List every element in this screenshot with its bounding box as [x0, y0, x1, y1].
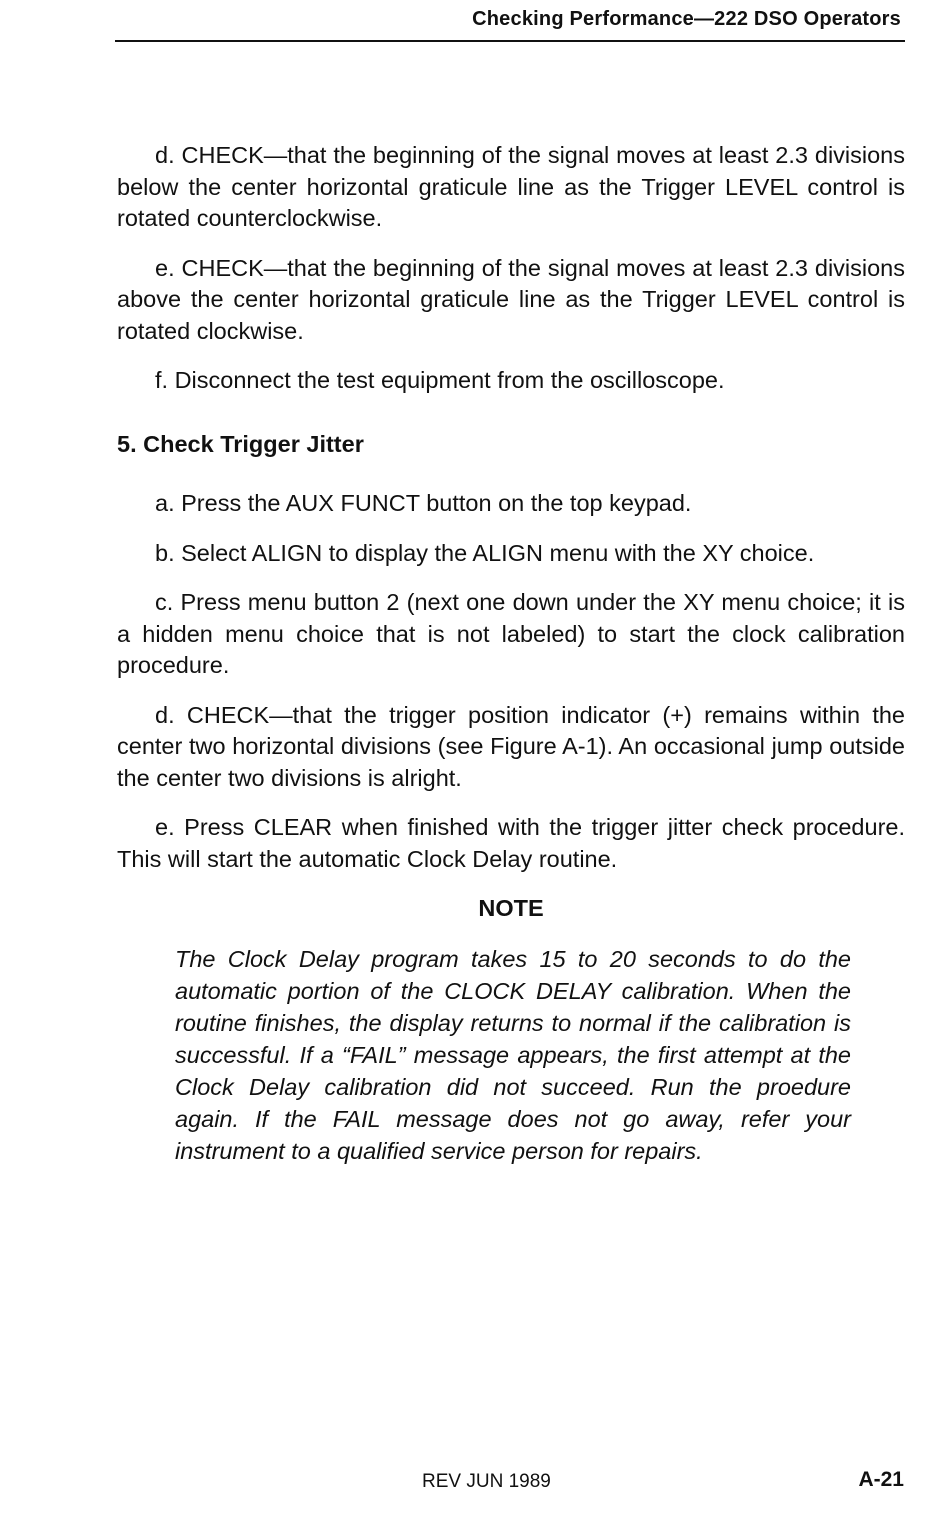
step-d-trigger-level-ccw: d. CHECK—that the beginning of the signal moves at least 2.3 divisions below the center horizontal graticule line as the Trigger LEVEL control is rotated counterclockwise. — [117, 142, 905, 231]
step-f-disconnect: f. Disconnect the test equipment from the oscilloscope. — [155, 367, 725, 393]
jitter-step-c: c. Press menu button 2 (next one down under the XY menu choice; it is a hidden menu choice that is not labeled) to start the clock calibration procedure. — [117, 589, 905, 678]
jitter-step-a: a. Press the AUX FUNCT button on the top keypad. — [155, 490, 692, 516]
footer-revision-date: REV JUN 1989 — [422, 1471, 551, 1492]
page-header — [115, 6, 905, 42]
jitter-step-d: d. CHECK—that the trigger position indicator (+) remains within the center two horizontal divisions (see Figure A-1). An occasional jump outside the center two divisions is alright. — [117, 701, 905, 791]
footer-page-number: A-21 — [858, 1468, 904, 1491]
note-title: NOTE — [478, 895, 544, 921]
step-e-trigger-level-cw: e. CHECK—that the beginning of the signal moves at least 2.3 divisions above the center horizontal graticule line as the Trigger LEVEL control is rotated clockwise. — [117, 254, 905, 344]
section-heading: 5. Check Trigger Jitter — [117, 430, 364, 457]
note-body: The Clock Delay program takes 15 to 20 seconds to do the automatic portion of the CLOCK DELAY calibration. When the routine finishes, the display returns to normal if the calibration is successful. If a “FAIL” message appears, the first attempt at the Clock Delay calibration did not succeed. Run the proedure again. If the FAIL message does not go away, refer your instrument to a qualified service person for repairs. — [175, 945, 851, 1164]
page-content — [117, 140, 905, 1167]
jitter-step-b: b. Select ALIGN to display the ALIGN menu with the XY choice. — [155, 539, 815, 566]
header-title: Checking Performance—222 DSO Operators — [472, 8, 901, 30]
jitter-step-e: e. Press CLEAR when finished with the trigger jitter check procedure. This will start the automatic Clock Delay routine. — [117, 814, 905, 872]
